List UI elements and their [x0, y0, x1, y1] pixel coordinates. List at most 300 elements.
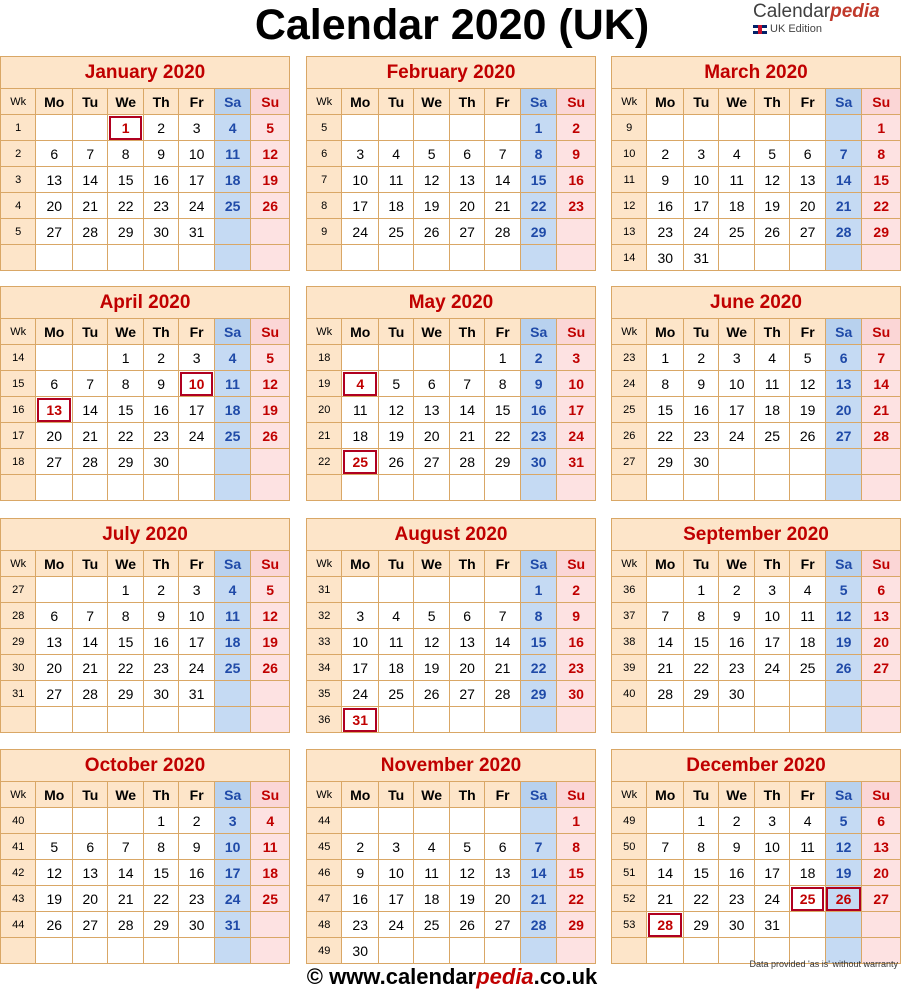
empty-cell	[790, 475, 825, 501]
column-header: Sa	[825, 89, 862, 115]
column-header: Sa	[214, 551, 250, 577]
day-cell: 12	[825, 834, 861, 860]
column-header: Su	[251, 782, 290, 808]
day-cell: 22	[683, 886, 718, 912]
empty-cell	[449, 245, 484, 271]
day-cell: 13	[862, 603, 901, 629]
day-cell: 28	[485, 219, 520, 245]
day-cell: 30	[683, 449, 718, 475]
week-number: 8	[307, 193, 342, 219]
day-cell: 20	[825, 397, 862, 423]
holiday-day-cell: 26	[825, 886, 861, 912]
column-header: Tu	[72, 782, 107, 808]
day-cell: 7	[825, 141, 862, 167]
empty-cell	[414, 475, 449, 501]
day-cell: 17	[754, 860, 789, 886]
column-header: Tu	[378, 782, 413, 808]
column-header: Fr	[485, 319, 520, 345]
day-cell: 27	[36, 681, 72, 707]
day-cell: 3	[719, 345, 754, 371]
empty-cell	[754, 115, 789, 141]
day-cell: 15	[108, 167, 143, 193]
column-header: Mo	[36, 89, 72, 115]
empty-cell	[647, 475, 684, 501]
empty-cell	[72, 808, 107, 834]
empty-cell	[378, 707, 413, 733]
empty-cell	[790, 449, 825, 475]
day-cell: 6	[825, 345, 862, 371]
day-cell: 11	[378, 167, 413, 193]
month-title: June 2020	[612, 287, 901, 319]
empty-cell	[378, 345, 413, 371]
day-cell: 24	[214, 886, 251, 912]
day-cell: 4	[719, 141, 754, 167]
day-cell: 18	[214, 629, 250, 655]
day-cell: 29	[683, 912, 718, 938]
day-cell: 19	[251, 167, 290, 193]
page-title: Calendar 2020 (UK)	[254, 1, 650, 49]
day-cell: 22	[485, 423, 520, 449]
day-cell: 6	[862, 577, 901, 603]
column-header: Su	[557, 89, 596, 115]
day-cell: 25	[414, 912, 449, 938]
day-cell: 31	[179, 681, 214, 707]
day-cell: 28	[647, 681, 684, 707]
empty-cell	[342, 115, 378, 141]
day-cell: 21	[72, 655, 107, 681]
day-cell: 5	[825, 808, 861, 834]
month-title: March 2020	[612, 57, 901, 89]
day-cell: 8	[647, 371, 684, 397]
empty-cell	[414, 577, 449, 603]
day-cell: 24	[754, 655, 789, 681]
day-cell: 18	[719, 193, 754, 219]
empty-cell	[251, 681, 290, 707]
day-cell: 31	[214, 912, 251, 938]
week-number: 7	[307, 167, 342, 193]
empty-cell	[72, 345, 107, 371]
empty-cell	[36, 245, 72, 271]
empty-cell	[862, 245, 901, 271]
month-title: May 2020	[307, 287, 596, 319]
day-cell: 22	[520, 193, 556, 219]
day-cell: 12	[251, 371, 290, 397]
month-table	[0, 286, 290, 501]
month-table	[611, 56, 901, 271]
column-header: Wk	[307, 782, 342, 808]
day-cell: 14	[108, 860, 143, 886]
day-cell: 2	[557, 577, 596, 603]
day-cell: 12	[790, 371, 825, 397]
day-cell: 25	[214, 655, 250, 681]
empty-cell	[557, 707, 596, 733]
day-cell: 24	[342, 219, 378, 245]
brand-name-b: pedia	[830, 1, 880, 22]
day-cell: 27	[862, 886, 901, 912]
day-cell: 24	[342, 681, 378, 707]
day-cell: 18	[790, 629, 825, 655]
day-cell: 21	[647, 886, 683, 912]
day-cell: 10	[557, 371, 596, 397]
day-cell: 14	[72, 397, 107, 423]
day-cell: 23	[719, 655, 754, 681]
empty-cell	[72, 245, 107, 271]
day-cell: 26	[754, 219, 789, 245]
empty-cell	[683, 938, 718, 964]
month-title: October 2020	[1, 750, 290, 782]
empty-cell	[251, 245, 290, 271]
day-cell: 18	[214, 167, 250, 193]
day-cell: 5	[378, 371, 413, 397]
day-cell: 17	[214, 860, 251, 886]
month-table	[0, 56, 290, 271]
week-number: 14	[1, 345, 36, 371]
day-cell: 18	[251, 860, 290, 886]
day-cell: 20	[449, 193, 484, 219]
day-cell: 1	[520, 577, 556, 603]
day-cell: 2	[179, 808, 214, 834]
day-cell: 28	[72, 681, 107, 707]
empty-cell	[72, 577, 107, 603]
day-cell: 4	[214, 577, 250, 603]
empty-cell	[214, 475, 250, 501]
week-number: 42	[1, 860, 36, 886]
column-header: Wk	[307, 319, 342, 345]
empty-cell	[143, 245, 178, 271]
empty-cell	[719, 707, 754, 733]
week-number: 30	[1, 655, 36, 681]
day-cell: 19	[825, 629, 862, 655]
day-cell: 16	[143, 397, 178, 423]
empty-cell	[251, 938, 290, 964]
week-number: 33	[307, 629, 342, 655]
day-cell: 15	[520, 629, 556, 655]
day-cell: 16	[342, 886, 378, 912]
disclaimer: Data provided 'as is' without warranty	[749, 959, 898, 969]
empty-cell	[36, 707, 72, 733]
column-header: Th	[449, 782, 484, 808]
empty-cell	[825, 681, 862, 707]
column-header: Sa	[825, 782, 861, 808]
day-cell: 19	[414, 193, 449, 219]
empty-cell	[214, 219, 250, 245]
empty-cell	[520, 245, 556, 271]
day-cell: 15	[485, 397, 520, 423]
week-number: 25	[612, 397, 647, 423]
day-cell: 2	[143, 345, 178, 371]
day-cell: 5	[790, 345, 825, 371]
day-cell: 5	[251, 577, 290, 603]
empty-cell	[825, 245, 862, 271]
day-cell: 17	[557, 397, 596, 423]
column-header: Mo	[342, 782, 378, 808]
day-cell: 7	[72, 603, 107, 629]
day-cell: 2	[143, 577, 178, 603]
holiday-day-cell: 25	[342, 449, 379, 475]
week-number: 39	[612, 655, 647, 681]
day-cell: 6	[36, 371, 72, 397]
day-cell: 27	[449, 219, 484, 245]
day-cell: 4	[378, 141, 413, 167]
day-cell: 10	[179, 141, 214, 167]
day-cell: 19	[790, 397, 825, 423]
empty-cell	[378, 938, 413, 964]
week-number: 27	[1, 577, 36, 603]
day-cell: 16	[719, 629, 754, 655]
empty-cell	[378, 577, 413, 603]
column-header: Tu	[683, 551, 718, 577]
empty-cell	[647, 808, 683, 834]
column-header: Th	[143, 551, 178, 577]
empty-cell	[179, 245, 214, 271]
column-header: Th	[143, 319, 178, 345]
column-header: Fr	[179, 89, 214, 115]
day-cell: 6	[449, 141, 484, 167]
day-cell: 1	[862, 115, 901, 141]
day-cell: 25	[719, 219, 754, 245]
empty-cell	[647, 707, 684, 733]
week-number: 47	[307, 886, 342, 912]
day-cell: 25	[378, 681, 413, 707]
empty-cell	[754, 449, 789, 475]
week-number: 2	[1, 141, 36, 167]
day-cell: 22	[520, 655, 556, 681]
week-number: 26	[612, 423, 647, 449]
day-cell: 14	[72, 167, 107, 193]
day-cell: 25	[251, 886, 290, 912]
empty-cell	[647, 115, 684, 141]
day-cell: 30	[342, 938, 378, 964]
day-cell: 13	[414, 397, 449, 423]
week-number: 27	[612, 449, 647, 475]
week-number: 49	[307, 938, 342, 964]
month-table	[0, 749, 290, 964]
empty-cell	[108, 475, 143, 501]
column-header: Tu	[72, 89, 107, 115]
day-cell: 8	[108, 371, 143, 397]
day-cell: 5	[825, 577, 862, 603]
column-header: Tu	[683, 782, 718, 808]
empty-cell	[378, 808, 413, 834]
column-header: Fr	[485, 89, 520, 115]
column-header: Tu	[72, 551, 107, 577]
empty-cell	[719, 475, 754, 501]
empty-cell	[485, 808, 520, 834]
day-cell: 8	[108, 141, 143, 167]
day-cell: 15	[557, 860, 596, 886]
week-number: 53	[612, 912, 647, 938]
column-header: Mo	[342, 551, 378, 577]
day-cell: 7	[520, 834, 556, 860]
empty-cell	[251, 912, 290, 938]
week-number: 9	[612, 115, 647, 141]
empty-cell	[557, 938, 596, 964]
day-cell: 10	[342, 167, 378, 193]
empty-cell	[214, 245, 250, 271]
empty-cell	[251, 707, 290, 733]
day-cell: 30	[143, 219, 178, 245]
day-cell: 29	[108, 219, 143, 245]
empty-cell	[108, 938, 143, 964]
day-cell: 20	[36, 423, 72, 449]
day-cell: 26	[251, 423, 290, 449]
day-cell: 6	[72, 834, 107, 860]
day-cell: 3	[754, 808, 789, 834]
empty-cell	[342, 808, 378, 834]
day-cell: 9	[719, 834, 754, 860]
column-header: Tu	[378, 319, 413, 345]
footer-url[interactable]	[0, 965, 904, 989]
day-cell: 14	[862, 371, 901, 397]
brand-logo[interactable]	[753, 2, 903, 35]
empty-cell	[754, 475, 789, 501]
day-cell: 11	[214, 371, 250, 397]
column-header: Th	[754, 782, 789, 808]
empty-cell	[825, 707, 862, 733]
day-cell: 30	[520, 449, 557, 475]
day-cell: 9	[143, 141, 178, 167]
day-cell: 30	[557, 681, 596, 707]
week-number	[1, 938, 36, 964]
day-cell: 29	[108, 681, 143, 707]
empty-cell	[36, 345, 72, 371]
column-header: Mo	[36, 782, 73, 808]
column-header: Mo	[36, 319, 72, 345]
day-cell: 22	[647, 423, 684, 449]
holiday-day-cell: 1	[108, 115, 143, 141]
day-cell: 17	[342, 655, 378, 681]
week-number: 18	[1, 449, 36, 475]
day-cell: 10	[378, 860, 413, 886]
column-header: Sa	[520, 782, 556, 808]
empty-cell	[214, 681, 250, 707]
empty-cell	[683, 475, 718, 501]
empty-cell	[862, 707, 901, 733]
brand-edition	[753, 23, 903, 35]
day-cell: 21	[862, 397, 901, 423]
day-cell: 11	[214, 141, 250, 167]
column-header: We	[719, 551, 754, 577]
empty-cell	[449, 808, 484, 834]
day-cell: 5	[414, 603, 449, 629]
column-header: Mo	[647, 551, 684, 577]
month-table	[306, 286, 596, 501]
column-header: Fr	[790, 89, 825, 115]
empty-cell	[378, 245, 413, 271]
column-header: Fr	[485, 551, 520, 577]
day-cell: 3	[342, 603, 378, 629]
day-cell: 6	[862, 808, 901, 834]
day-cell: 3	[179, 115, 214, 141]
day-cell: 5	[251, 345, 290, 371]
day-cell: 20	[36, 655, 72, 681]
day-cell: 15	[647, 397, 684, 423]
column-header: Wk	[307, 89, 342, 115]
day-cell: 9	[683, 371, 718, 397]
day-cell: 15	[683, 629, 718, 655]
day-cell: 19	[754, 193, 789, 219]
empty-cell	[214, 938, 251, 964]
week-number: 24	[612, 371, 647, 397]
week-number: 45	[307, 834, 342, 860]
day-cell: 2	[342, 834, 378, 860]
day-cell: 25	[378, 219, 413, 245]
footer-url-c: .co.uk	[533, 964, 598, 989]
empty-cell	[414, 938, 449, 964]
day-cell: 1	[683, 808, 718, 834]
day-cell: 7	[485, 603, 520, 629]
day-cell: 29	[647, 449, 684, 475]
column-header: Tu	[378, 89, 413, 115]
day-cell: 24	[378, 912, 413, 938]
week-number: 17	[1, 423, 36, 449]
day-cell: 8	[683, 834, 718, 860]
month-table	[306, 749, 596, 964]
day-cell: 26	[449, 912, 484, 938]
empty-cell	[449, 115, 484, 141]
day-cell: 23	[342, 912, 378, 938]
empty-cell	[449, 707, 484, 733]
day-cell: 22	[108, 423, 143, 449]
empty-cell	[251, 475, 290, 501]
day-cell: 13	[485, 860, 520, 886]
week-number: 4	[1, 193, 36, 219]
week-number: 13	[612, 219, 647, 245]
month-table	[306, 518, 596, 733]
day-cell: 30	[719, 681, 754, 707]
day-cell: 5	[754, 141, 789, 167]
empty-cell	[449, 475, 484, 501]
column-header: Wk	[612, 319, 647, 345]
day-cell: 19	[414, 655, 449, 681]
day-cell: 6	[36, 141, 72, 167]
day-cell: 18	[214, 397, 250, 423]
empty-cell	[790, 912, 825, 938]
day-cell: 23	[143, 655, 178, 681]
day-cell: 26	[36, 912, 73, 938]
column-header: Su	[251, 89, 290, 115]
day-cell: 4	[214, 345, 250, 371]
day-cell: 27	[485, 912, 520, 938]
day-cell: 7	[862, 345, 901, 371]
column-header: We	[108, 89, 143, 115]
day-cell: 15	[862, 167, 901, 193]
week-number: 20	[307, 397, 342, 423]
day-cell: 14	[485, 167, 520, 193]
day-cell: 21	[520, 886, 556, 912]
day-cell: 17	[754, 629, 789, 655]
empty-cell	[414, 245, 449, 271]
empty-cell	[449, 577, 484, 603]
day-cell: 14	[647, 860, 683, 886]
day-cell: 12	[251, 603, 290, 629]
empty-cell	[825, 449, 862, 475]
week-number: 1	[1, 115, 36, 141]
column-header: Wk	[307, 551, 342, 577]
day-cell: 13	[449, 629, 484, 655]
day-cell: 19	[251, 629, 290, 655]
column-header: We	[414, 782, 449, 808]
week-number	[1, 707, 36, 733]
column-header: We	[414, 319, 449, 345]
day-cell: 15	[520, 167, 556, 193]
day-cell: 9	[719, 603, 754, 629]
empty-cell	[214, 449, 250, 475]
day-cell: 18	[378, 193, 413, 219]
empty-cell	[825, 115, 862, 141]
empty-cell	[36, 115, 72, 141]
week-number: 34	[307, 655, 342, 681]
